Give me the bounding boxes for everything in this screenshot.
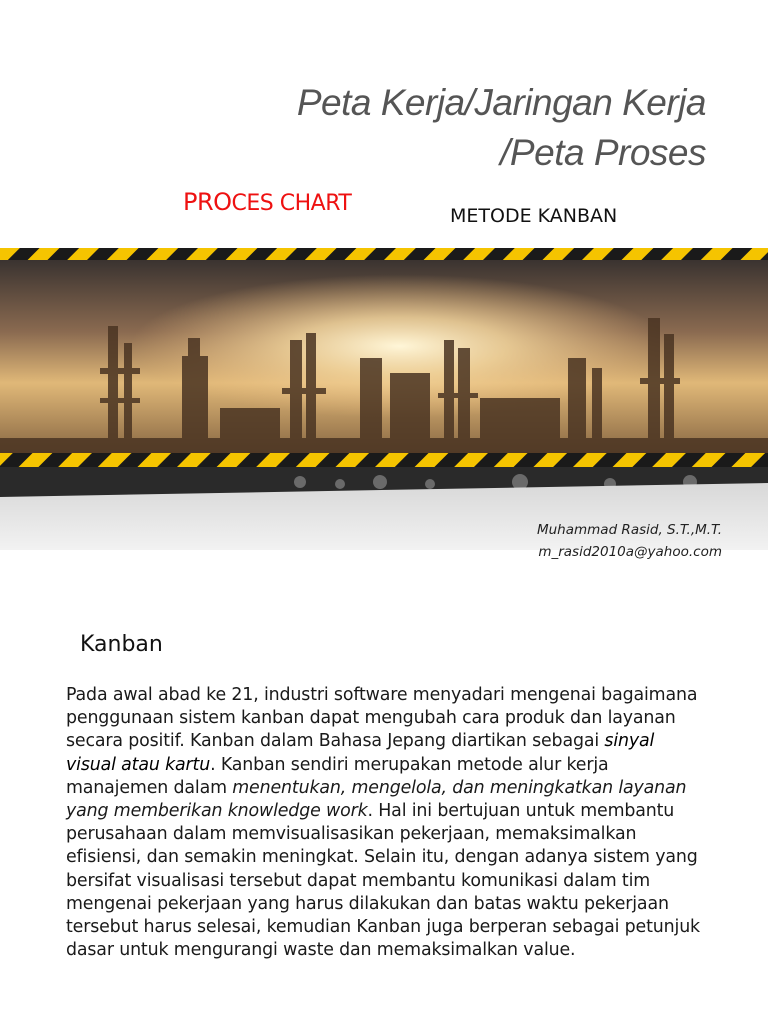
slide-title-line-2: /Peta Proses [500, 132, 706, 173]
author-block [537, 519, 722, 563]
metode-kanban-label: METODE KANBAN [450, 205, 618, 227]
section-heading: Kanban [80, 632, 163, 657]
kanban-slide [0, 594, 768, 1024]
kanban-paragraph [66, 684, 706, 962]
paragraph-emphasis-1: sinyal visual atau kartu [66, 731, 655, 775]
paragraph-part-3: . Hal ini bertujuan untuk membantu perusahaan dalam memvisualisasikan pekerjaan, memaksimalkan efisiensi, dan semakin meningkat. Selain itu, dengan adanya sistem yang bersifat visualisasi tersebut dapat membantu komunikasi dalam tim mengenai pekerjaan yang harus dilakukan dan batas waktu pekerjaan tersebut harus selesai, kemudian Kanban juga berperan sebagai petunjuk dasar untuk mengurangi waste dan memaksimalkan value. [66, 801, 700, 961]
author-name: Muhammad Rasid, S.T.,M.T. [536, 522, 722, 538]
author-email: m_rasid2010a@yahoo.com [538, 544, 722, 560]
proces-chart-label-pro: PRO [183, 188, 232, 216]
slide-title-line-1: Peta Kerja/Jaringan Kerja [296, 82, 706, 123]
refinery-banner-image [0, 248, 768, 550]
proces-chart-label [183, 188, 351, 216]
proces-chart-label-rest: CES CHART [231, 191, 352, 216]
slide-title [106, 78, 706, 178]
paragraph-part-2: . Kanban sendiri merupakan metode alur kerja manajemen dalam [66, 754, 609, 798]
paragraph-emphasis-2: menentukan, mengelola, dan meningkatkan layanan yang memberikan knowledge work [66, 777, 687, 822]
paragraph-part-1: Pada awal abad ke 21, industri software menyadari mengenai bagaimana penggunaan sistem kanban dapat mengubah cara produk dan layanan secara positif. Kanban dalam Bahasa Jepang diartikan sebagai [66, 685, 698, 752]
